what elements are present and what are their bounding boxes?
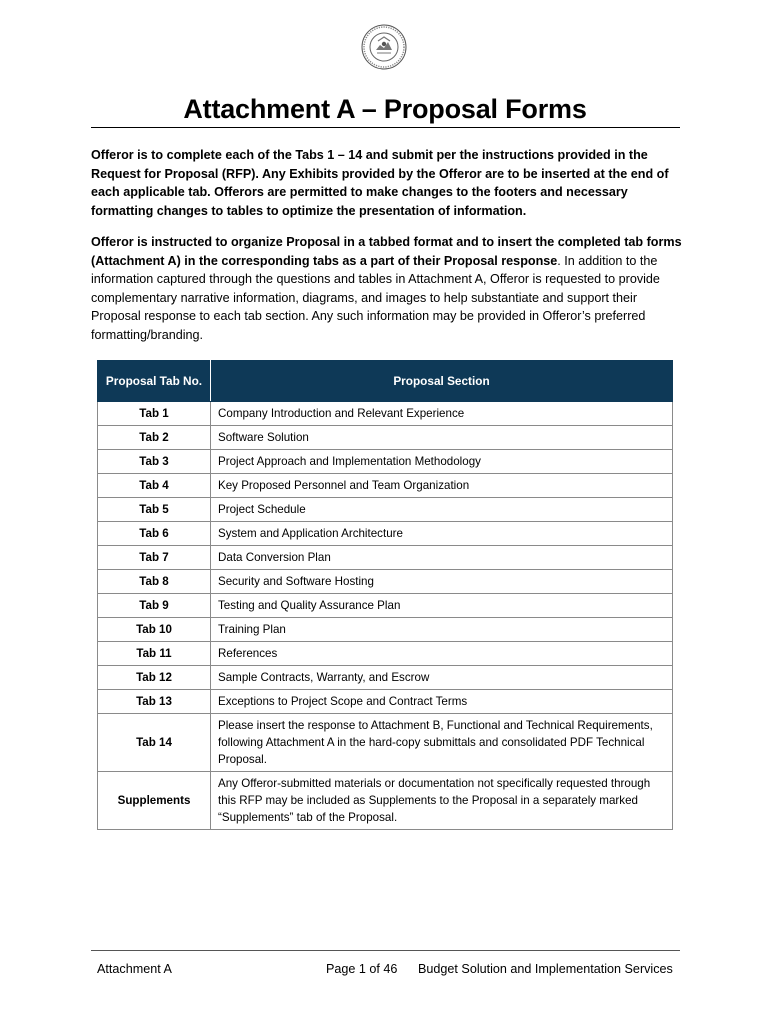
tab-section: Security and Software Hosting <box>211 570 673 594</box>
tab-number: Tab 3 <box>98 450 211 474</box>
table-row <box>98 690 673 714</box>
tab-number: Tab 1 <box>98 402 211 426</box>
tab-number: Tab 8 <box>98 570 211 594</box>
tab-number: Tab 12 <box>98 666 211 690</box>
tab-section: System and Application Architecture <box>211 522 673 546</box>
tab-number: Tab 9 <box>98 594 211 618</box>
table-row <box>98 426 673 450</box>
table-row <box>98 666 673 690</box>
tab-section: Company Introduction and Relevant Experience <box>211 402 673 426</box>
page-title: Attachment A – Proposal Forms <box>183 94 587 124</box>
tab-section: Project Approach and Implementation Methodology <box>211 450 673 474</box>
table-row <box>98 402 673 426</box>
table-row <box>98 450 673 474</box>
header-tab-no: Proposal Tab No. <box>98 361 211 402</box>
instructions-text: . In addition to the information captured through the questions and tables in Attachment A, Offeror is requested to provide complementary narrative information, diagrams, and images to help substantiate and support their Proposal response to each tab section. Any such information may be provided in Offeror’s preferred formatting/branding. <box>91 253 660 342</box>
instructions-bold-text: Offeror is instructed to organize Proposal in a tabbed format and to insert the completed tab forms (Attachment A) in the corresponding tabs as a part of their Proposal response <box>91 235 682 268</box>
footer-divider <box>91 950 680 951</box>
table-row <box>98 642 673 666</box>
intro-paragraph: Offeror is to complete each of the Tabs 1 – 14 and submit per the instructions provided in the Request for Proposal (RFP). Any Exhibits provided by the Offeror are to be inserted at the end of each applicable tab. Offerors are permitted to make changes to the footers and necessary formatting changes to tables to optimize the presentation of information. <box>91 148 669 218</box>
tab-section: Key Proposed Personnel and Team Organization <box>211 474 673 498</box>
tab-section: Software Solution <box>211 426 673 450</box>
tab-number: Tab 7 <box>98 546 211 570</box>
tab-number: Tab 11 <box>98 642 211 666</box>
tab-number: Tab 2 <box>98 426 211 450</box>
tab-section: References <box>211 642 673 666</box>
tab-section: Project Schedule <box>211 498 673 522</box>
tab-section: Training Plan <box>211 618 673 642</box>
tab-number: Tab 13 <box>98 690 211 714</box>
table-row <box>98 714 673 772</box>
footer-document-name: Attachment A <box>97 962 172 976</box>
table-row <box>98 546 673 570</box>
footer-project-name: Budget Solution and Implementation Services <box>418 962 673 976</box>
tab-number: Tab 14 <box>98 714 211 772</box>
instructions-paragraph <box>91 233 683 345</box>
footer-page-number: Page 1 of 46 <box>326 962 398 976</box>
tab-section: Exceptions to Project Scope and Contract Terms <box>211 690 673 714</box>
table-row <box>98 618 673 642</box>
proposal-tabs-table <box>97 360 673 830</box>
tab-number: Supplements <box>98 772 211 830</box>
header-section: Proposal Section <box>211 361 673 402</box>
table-row <box>98 594 673 618</box>
tab-number: Tab 4 <box>98 474 211 498</box>
table-row <box>98 570 673 594</box>
tab-number: Tab 10 <box>98 618 211 642</box>
tab-section: Please insert the response to Attachment B, Functional and Technical Requirements, following Attachment A in the hard-copy submittals and consolidated PDF Technical Proposal. <box>211 714 673 772</box>
table-row <box>98 474 673 498</box>
tab-number: Tab 5 <box>98 498 211 522</box>
title-divider <box>91 127 680 128</box>
state-seal-icon <box>361 24 407 70</box>
tab-section: Testing and Quality Assurance Plan <box>211 594 673 618</box>
table-row <box>98 772 673 830</box>
tab-number: Tab 6 <box>98 522 211 546</box>
table-row <box>98 498 673 522</box>
tab-section: Any Offeror-submitted materials or documentation not specifically requested through this RFP may be included as Supplements to the Proposal in a separately marked “Supplements” tab of the Proposal. <box>211 772 673 830</box>
tab-section: Sample Contracts, Warranty, and Escrow <box>211 666 673 690</box>
table-row <box>98 522 673 546</box>
tab-section: Data Conversion Plan <box>211 546 673 570</box>
table-header-row <box>98 361 673 402</box>
